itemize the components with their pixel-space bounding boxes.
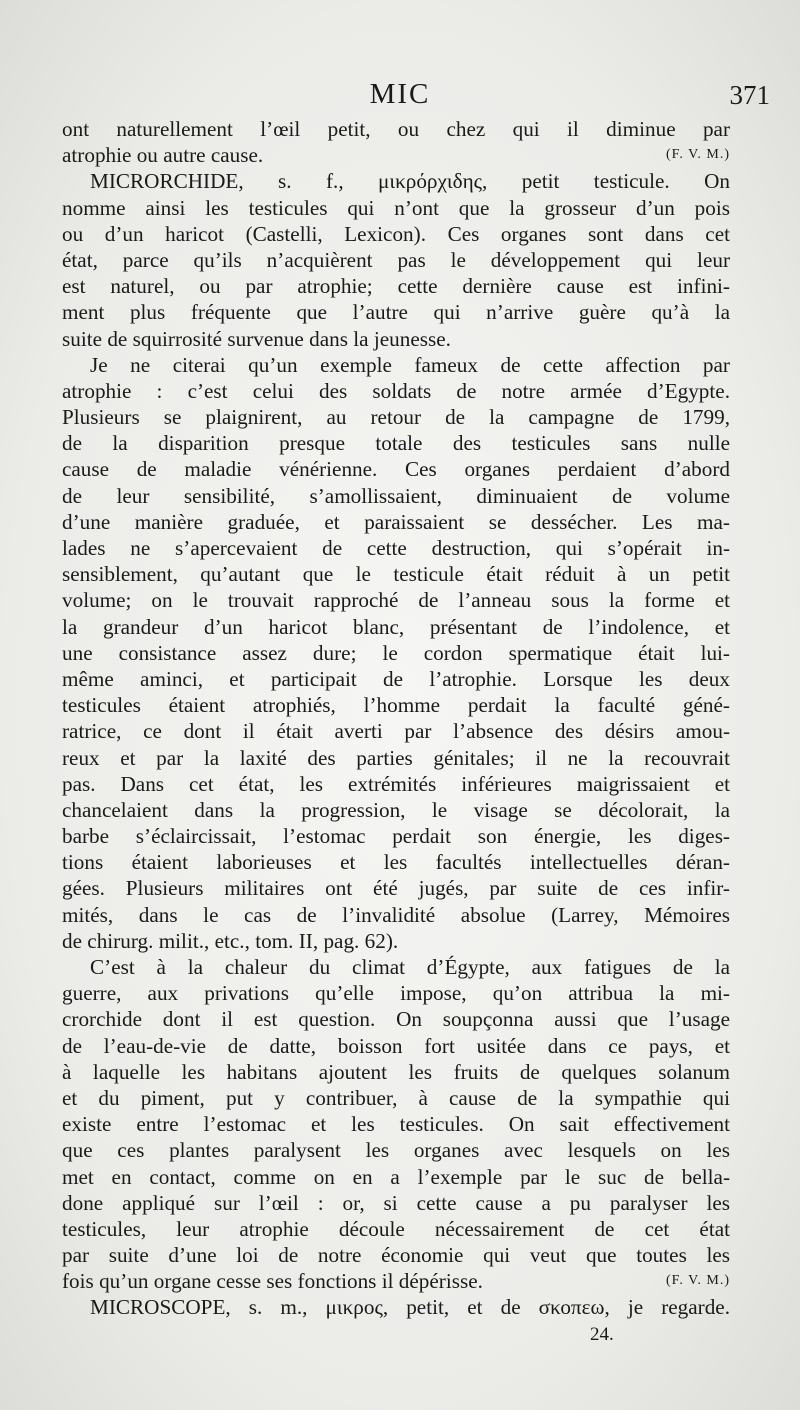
text-block <box>62 116 730 1321</box>
text-line: de chirurg. milit., etc., tom. II, pag. 62). <box>62 928 399 953</box>
text-line: guerre, aux privations qu’elle impose, qu’on attribua la mi- <box>62 981 730 1006</box>
text-line: à laquelle les habitans ajoutent les fruits de quelques solanum <box>62 1059 730 1084</box>
text-line: existe entre l’estomac et les testicules. On sait effectivement <box>62 1112 730 1137</box>
text-line: tions étaient laborieuses et les facultés intellectuelles déran- <box>62 850 730 875</box>
text-line: de la disparition presque totale des testicules sans nulle <box>62 431 730 456</box>
text-line: testicules, leur atrophie découle nécessairement de cet état <box>62 1216 730 1241</box>
text-line: état, parce qu’ils n’acquièrent pas le développement qui leur <box>62 247 730 272</box>
text-line: par suite d’une loi de notre économie qui veut que toutes les <box>62 1243 730 1268</box>
signature-mark: 24. <box>590 1324 614 1345</box>
text-line: crorchide dont il est question. On soupçonna aussi que l’usage <box>62 1007 730 1032</box>
paragraph-start: Je ne citerai qu’un exemple fameux de cette affection par <box>90 352 730 377</box>
text-line-with-signature <box>62 1268 730 1294</box>
text-line: ment plus fréquente que l’autre qui n’arrive guère qu’à la <box>62 300 730 325</box>
text-line: cause de maladie vénérienne. Ces organes perdaient d’abord <box>62 457 730 482</box>
text-line: ratrice, ce dont il était averti par l’absence des désirs amou- <box>62 719 730 744</box>
text-line: que ces plantes paralysent les organes avec lesquels on les <box>62 1138 730 1163</box>
text-line: une consistance assez dure; le cordon spermatique était lui- <box>62 640 730 665</box>
text-line-with-signature <box>62 142 730 168</box>
text-line: Plusieurs se plaignirent, au retour de la campagne de 1799, <box>62 405 730 430</box>
entry-heading-microrchide: MICRORCHIDE, s. f., μικρόρχιδης, petit testicule. On <box>90 169 730 194</box>
text-line: testicules étaient atrophiés, l’homme perdait la faculté géné- <box>62 693 730 718</box>
running-head-title: MIC <box>369 78 431 110</box>
author-signature: (F. V. M.) <box>666 147 730 163</box>
running-head <box>0 78 800 112</box>
text-line: fois qu’un organe cesse ses fonctions il dépérisse. <box>62 1269 483 1294</box>
text-line: nomme ainsi les testicules qui n’ont que la grosseur d’un pois <box>62 195 730 220</box>
text-line: lades ne s’apercevaient de cette destruction, qui s’opérait in- <box>62 536 730 560</box>
text-line: sensiblement, qu’autant que le testicule était réduit à un petit <box>62 562 730 587</box>
text-line: ont naturellement l’œil petit, ou chez qui il diminue par <box>62 117 730 141</box>
text-line: atrophie ou autre cause. <box>62 143 264 168</box>
text-line: d’une manière graduée, et paraissaient se dessécher. Les ma- <box>62 509 730 534</box>
text-line: done appliqué sur l’œil : or, si cette cause a pu paralyser les <box>62 1190 730 1215</box>
text-line: pas. Dans cet état, les extrémités inférieures maigrissaient et <box>62 771 730 796</box>
text-line: suite de squirrosité survenue dans la jeunesse. <box>62 326 451 351</box>
text-line: et du piment, put y contribuer, à cause de la sympathie qui <box>62 1085 730 1110</box>
text-line: même aminci, et participait de l’atrophie. Lorsque les deux <box>62 666 730 691</box>
text-line: barbe s’éclaircissait, l’estomac perdait son énergie, les diges- <box>62 824 730 849</box>
page-number: 371 <box>729 80 770 110</box>
text-line: ou d’un haricot (Castelli, Lexicon). Ces organes sont dans cet <box>62 221 730 246</box>
text-line: reux et par la laxité des parties génitales; il ne la recouvrait <box>62 745 730 770</box>
text-line: chancelaient dans la progression, le visage se décolorait, la <box>62 797 730 822</box>
text-line: de l’eau-de-vie de datte, boisson fort usitée dans ce pays, et <box>62 1033 730 1058</box>
text-line: est naturel, ou par atrophie; cette dernière cause est infini- <box>62 274 730 299</box>
text-line: mités, dans le cas de l’invalidité absolue (Larrey, Mémoires <box>62 902 730 927</box>
paragraph-start: C’est à la chaleur du climat d’Égypte, aux fatigues de la <box>90 955 730 979</box>
text-line: la grandeur d’un haricot blanc, présentant de l’indolence, et <box>62 614 730 639</box>
text-line: de leur sensibilité, s’amollissaient, diminuaient de volume <box>62 483 730 508</box>
text-line: volume; on le trouvait rapproché de l’anneau sous la forme et <box>62 588 730 613</box>
text-line: met en contact, comme on en a l’exemple par le suc de bella- <box>62 1164 730 1189</box>
entry-heading-microscope: MICROSCOPE, s. m., μικρος, petit, et de σκοπεω, je regarde. <box>90 1295 730 1320</box>
author-signature: (F. V. M.) <box>666 1273 730 1289</box>
text-line: gées. Plusieurs militaires ont été jugés, par suite de ces infir- <box>62 876 730 901</box>
text-line: atrophie : c’est celui des soldats de notre armée d’Egypte. <box>62 378 730 403</box>
